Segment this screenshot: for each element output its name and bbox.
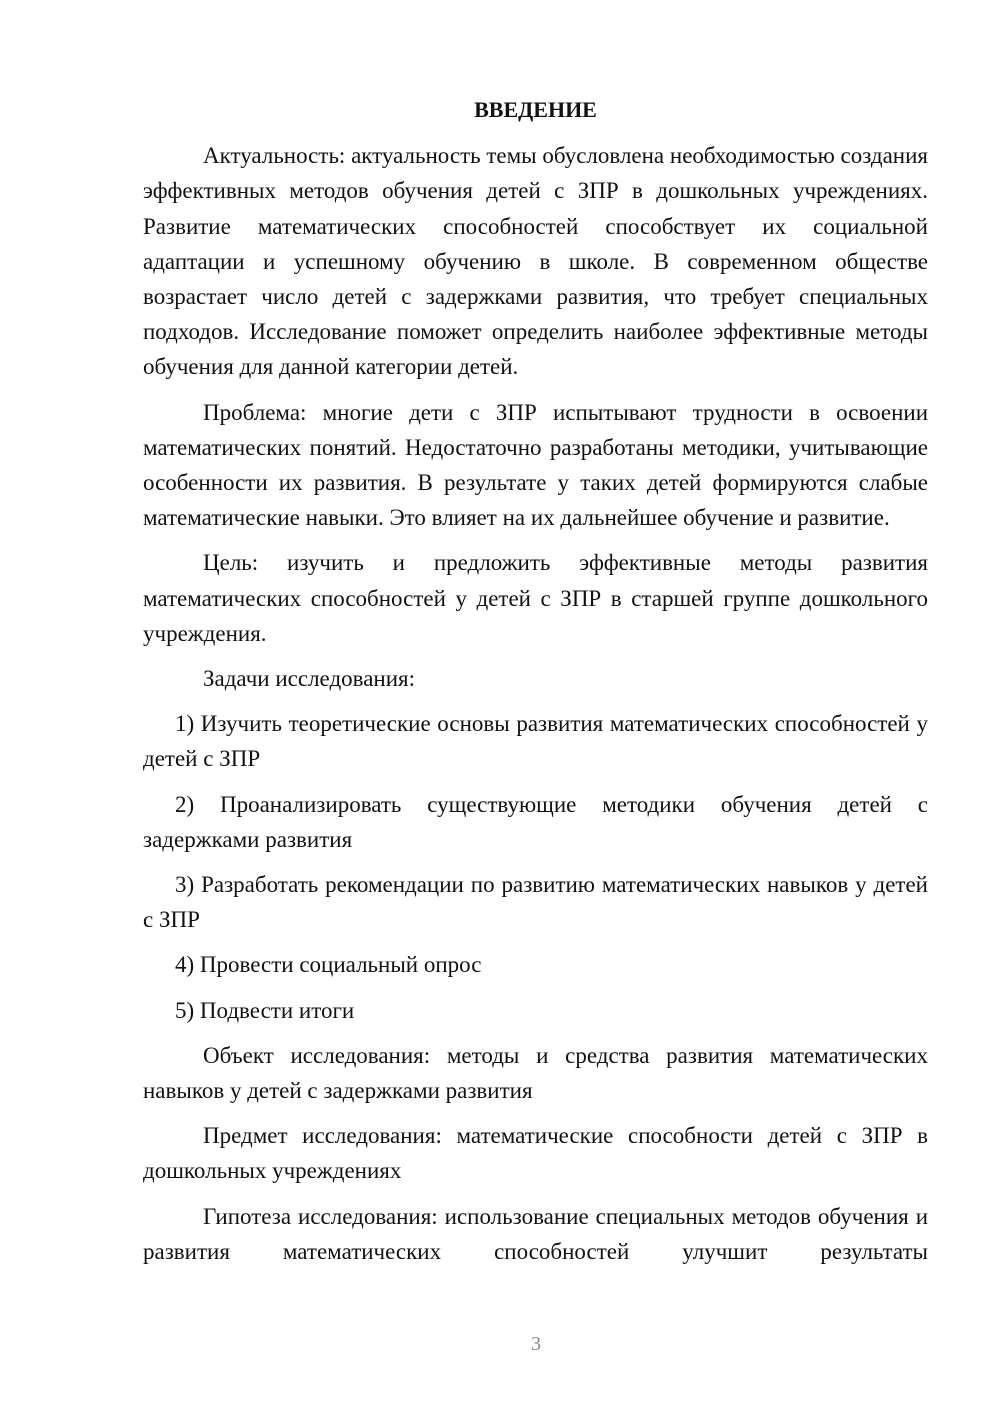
- list-item: 1) Изучить теоретические основы развития математических способностей у детей с ЗПР: [143, 711, 928, 772]
- paragraph-subject: Предмет исследования: математические способности детей с ЗПР в дошкольных учреждениях: [143, 1123, 928, 1184]
- tasks-list: [143, 706, 928, 1028]
- tasks-heading: Задачи исследования:: [203, 666, 416, 692]
- paragraph-problem: Проблема: многие дети с ЗПР испытывают трудности в освоении математических понятий. Недостаточно разработаны методики, учитывающие особенности их развития. В результате у таких детей формируются слабые математические навыки. Это влияет на их дальнейшее обучение и развитие.: [143, 399, 928, 531]
- page-title: ВВЕДЕНИЕ: [474, 97, 597, 122]
- document-page: [143, 92, 928, 1279]
- paragraph-relevance: Актуальность: актуальность темы обусловлена необходимостью создания эффективных методов обучения детей с ЗПР в дошкольных учреждениях. Развитие математических способностей способствует их социальной адаптации и успешному обучению в школе. В современном обществе возрастает число детей с задержками развития, что требует специальных подходов. Исследование поможет определить наиболее эффективные методы обучения для данной категории детей.: [143, 143, 929, 380]
- paragraph-object: Объект исследования: методы и средства развития математических навыков у детей с задержками развития: [143, 1042, 928, 1104]
- paragraph-hypothesis: Гипотеза исследования: использование специальных методов обучения и развития математических способностей улучшит результаты: [143, 1203, 928, 1264]
- page-number: 3: [531, 1333, 541, 1355]
- list-item: 5) Подвести итоги: [175, 997, 355, 1023]
- paragraph-goal: Цель: изучить и предложить эффективные методы развития математических способностей у детей с ЗПР в старшей группе дошкольного учреждения.: [143, 550, 928, 646]
- list-item: 4) Провести социальный опрос: [175, 952, 482, 978]
- list-item: 3) Разработать рекомендации по развитию математических навыков у детей с ЗПР: [143, 872, 928, 933]
- list-item: 2) Проанализировать существующие методики обучения детей с задержками развития: [143, 791, 928, 852]
